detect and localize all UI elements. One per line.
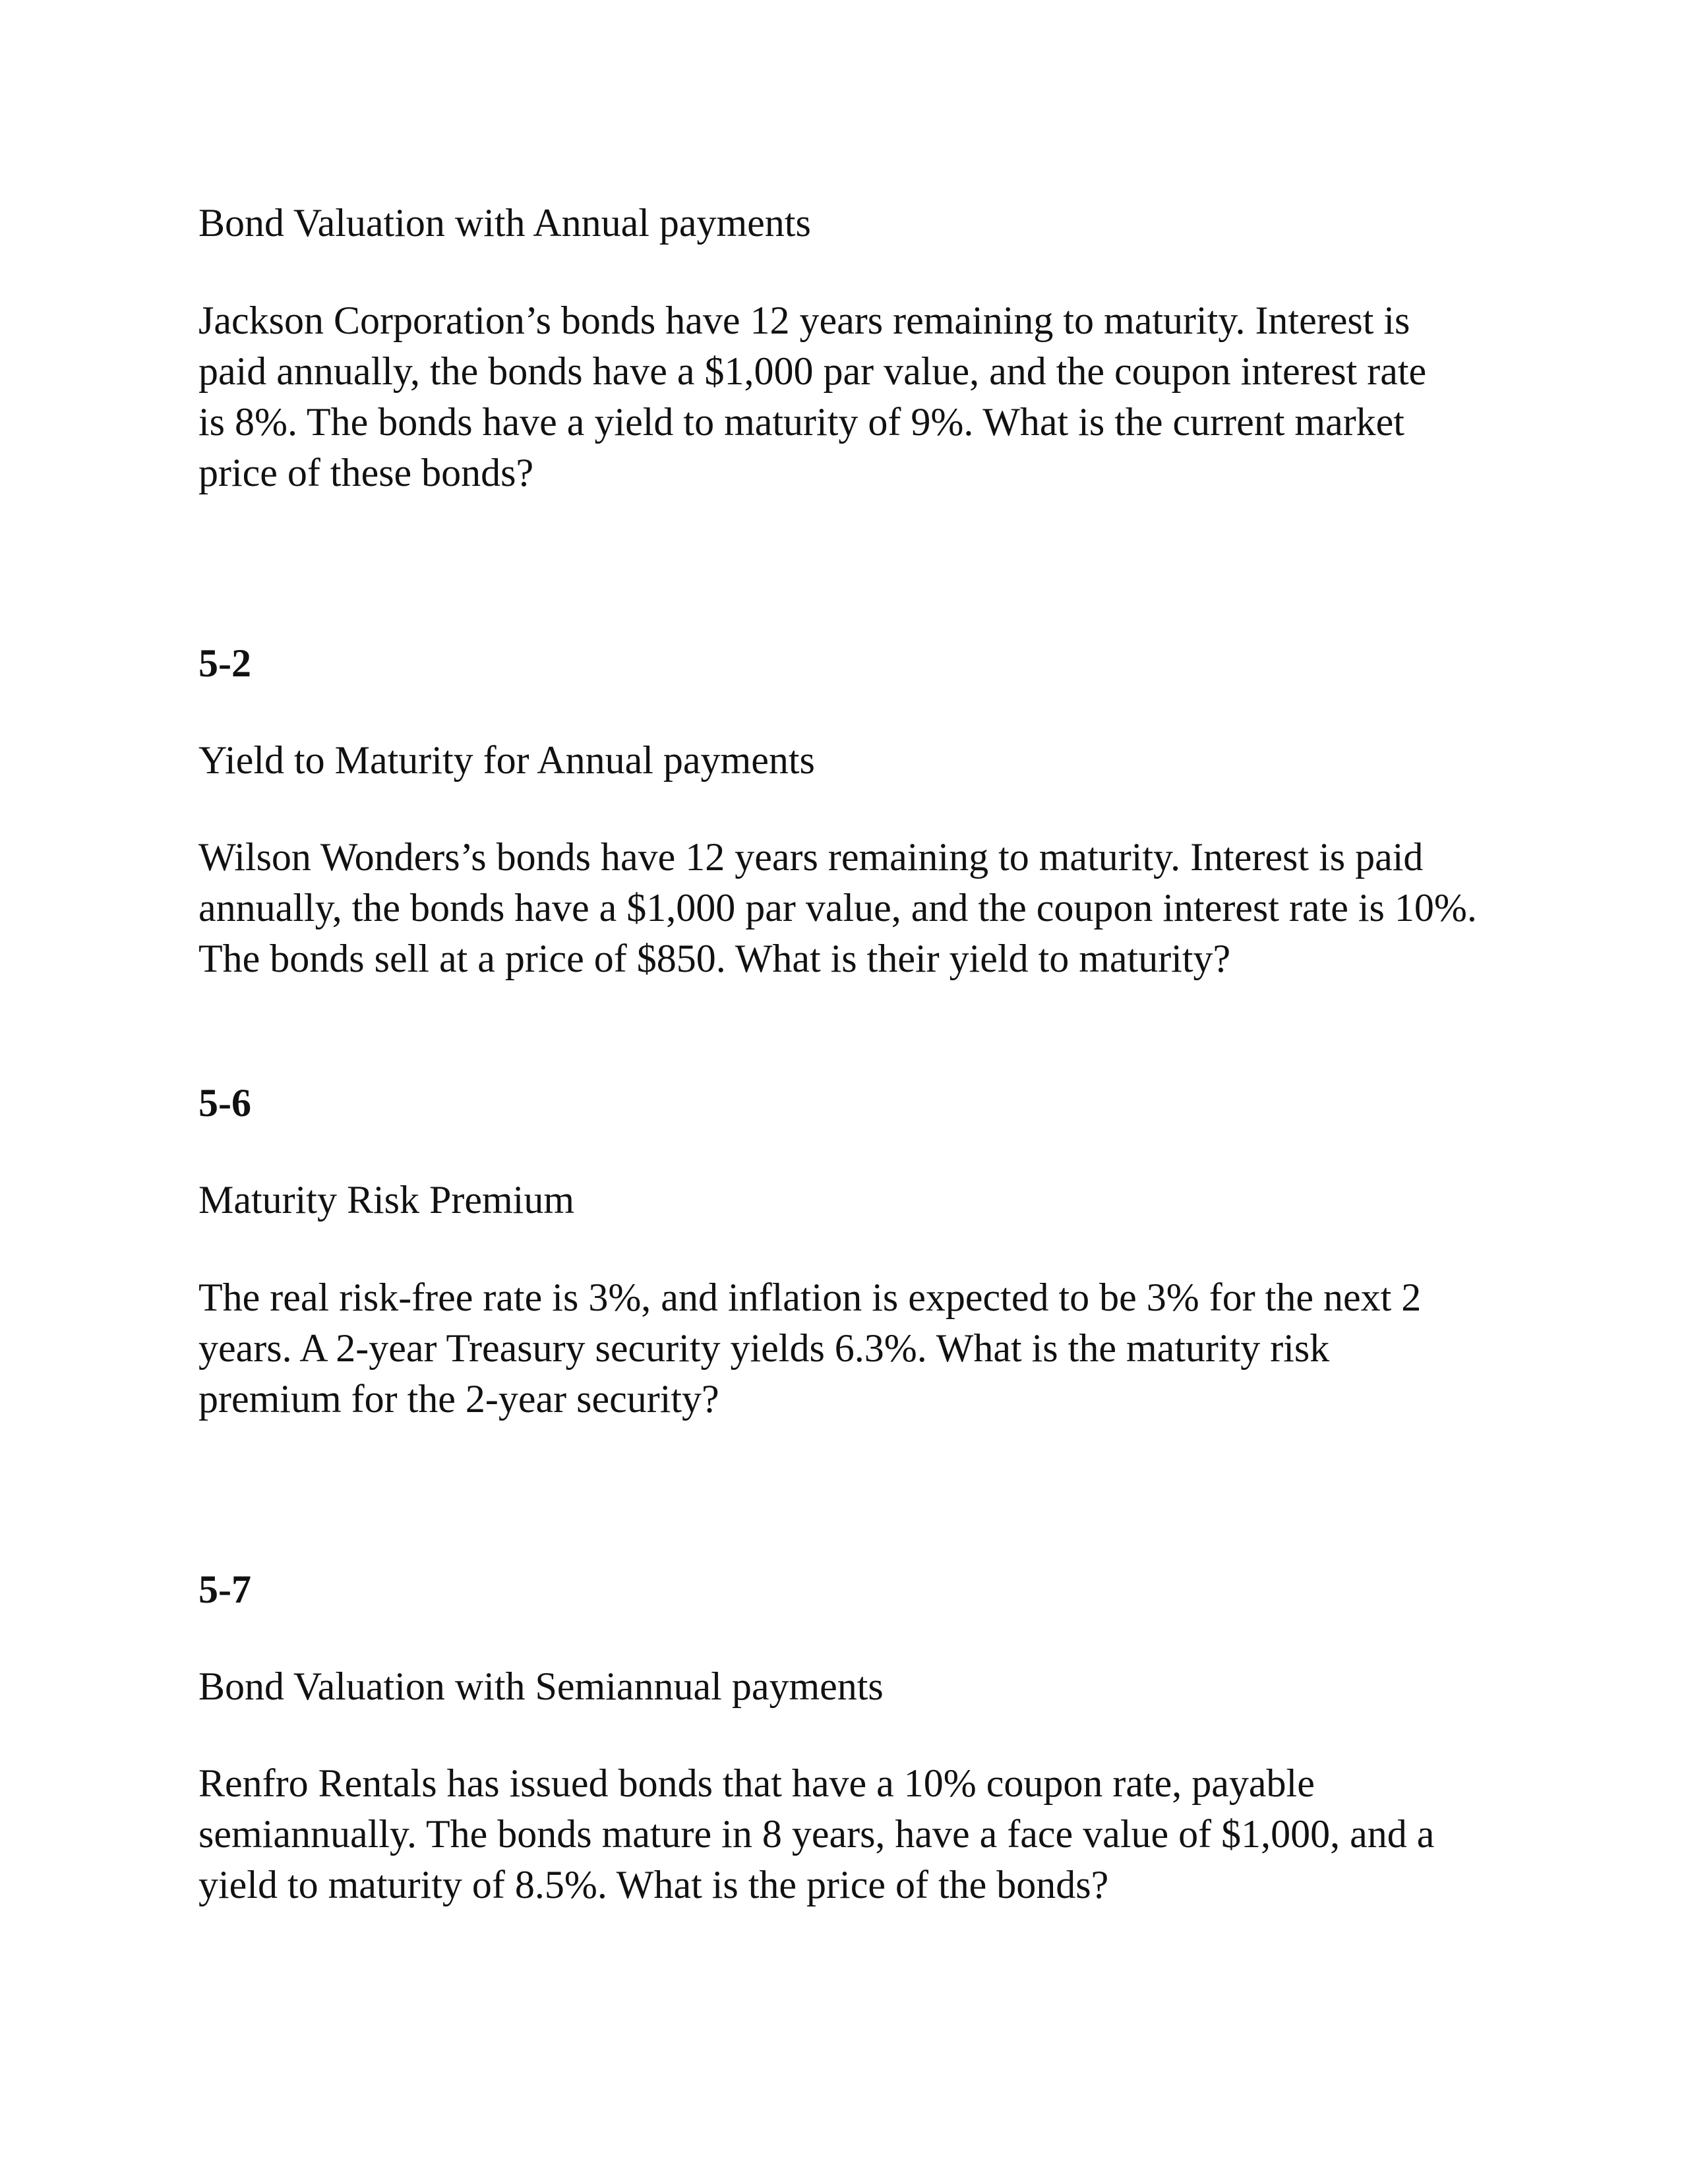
- problem-title: Bond Valuation with Annual payments: [198, 201, 811, 245]
- problem-number: 5-2: [198, 641, 251, 685]
- problem-number: 5-6: [198, 1081, 251, 1125]
- problem-title: Maturity Risk Premium: [198, 1178, 574, 1222]
- problem-text: Wilson Wonders’s bonds have 12 years remaining to maturity. Interest is paid annually, the bonds have a $1,000 par value, and the coupon interest rate is 10%. The bonds sell at a price of $850. What is their yield to maturity?: [198, 835, 1477, 980]
- problem-number: 5-7: [198, 1568, 251, 1611]
- problem-title: Bond Valuation with Semiannual payments: [198, 1665, 884, 1708]
- problem-text: Jackson Corporation’s bonds have 12 years remaining to maturity. Interest is paid annually, the bonds have a $1,000 par value, and the coupon interest rate is 8%. The bonds have a yield to maturity of 9%. What is the current market price of these bonds?: [198, 299, 1427, 494]
- problem-text: Renfro Rentals has issued bonds that have a 10% coupon rate, payable semiannually. The bonds mature in 8 years, have a face value of $1,000, and a yield to maturity of 8.5%. What is the price of the bonds?: [198, 1761, 1435, 1906]
- problem-title: Yield to Maturity for Annual payments: [198, 738, 815, 782]
- problem-text: The real risk-free rate is 3%, and inflation is expected to be 3% for the next 2 years. A 2-year Treasury security yields 6.3%. What is the maturity risk premium for the 2-year security?: [198, 1276, 1422, 1421]
